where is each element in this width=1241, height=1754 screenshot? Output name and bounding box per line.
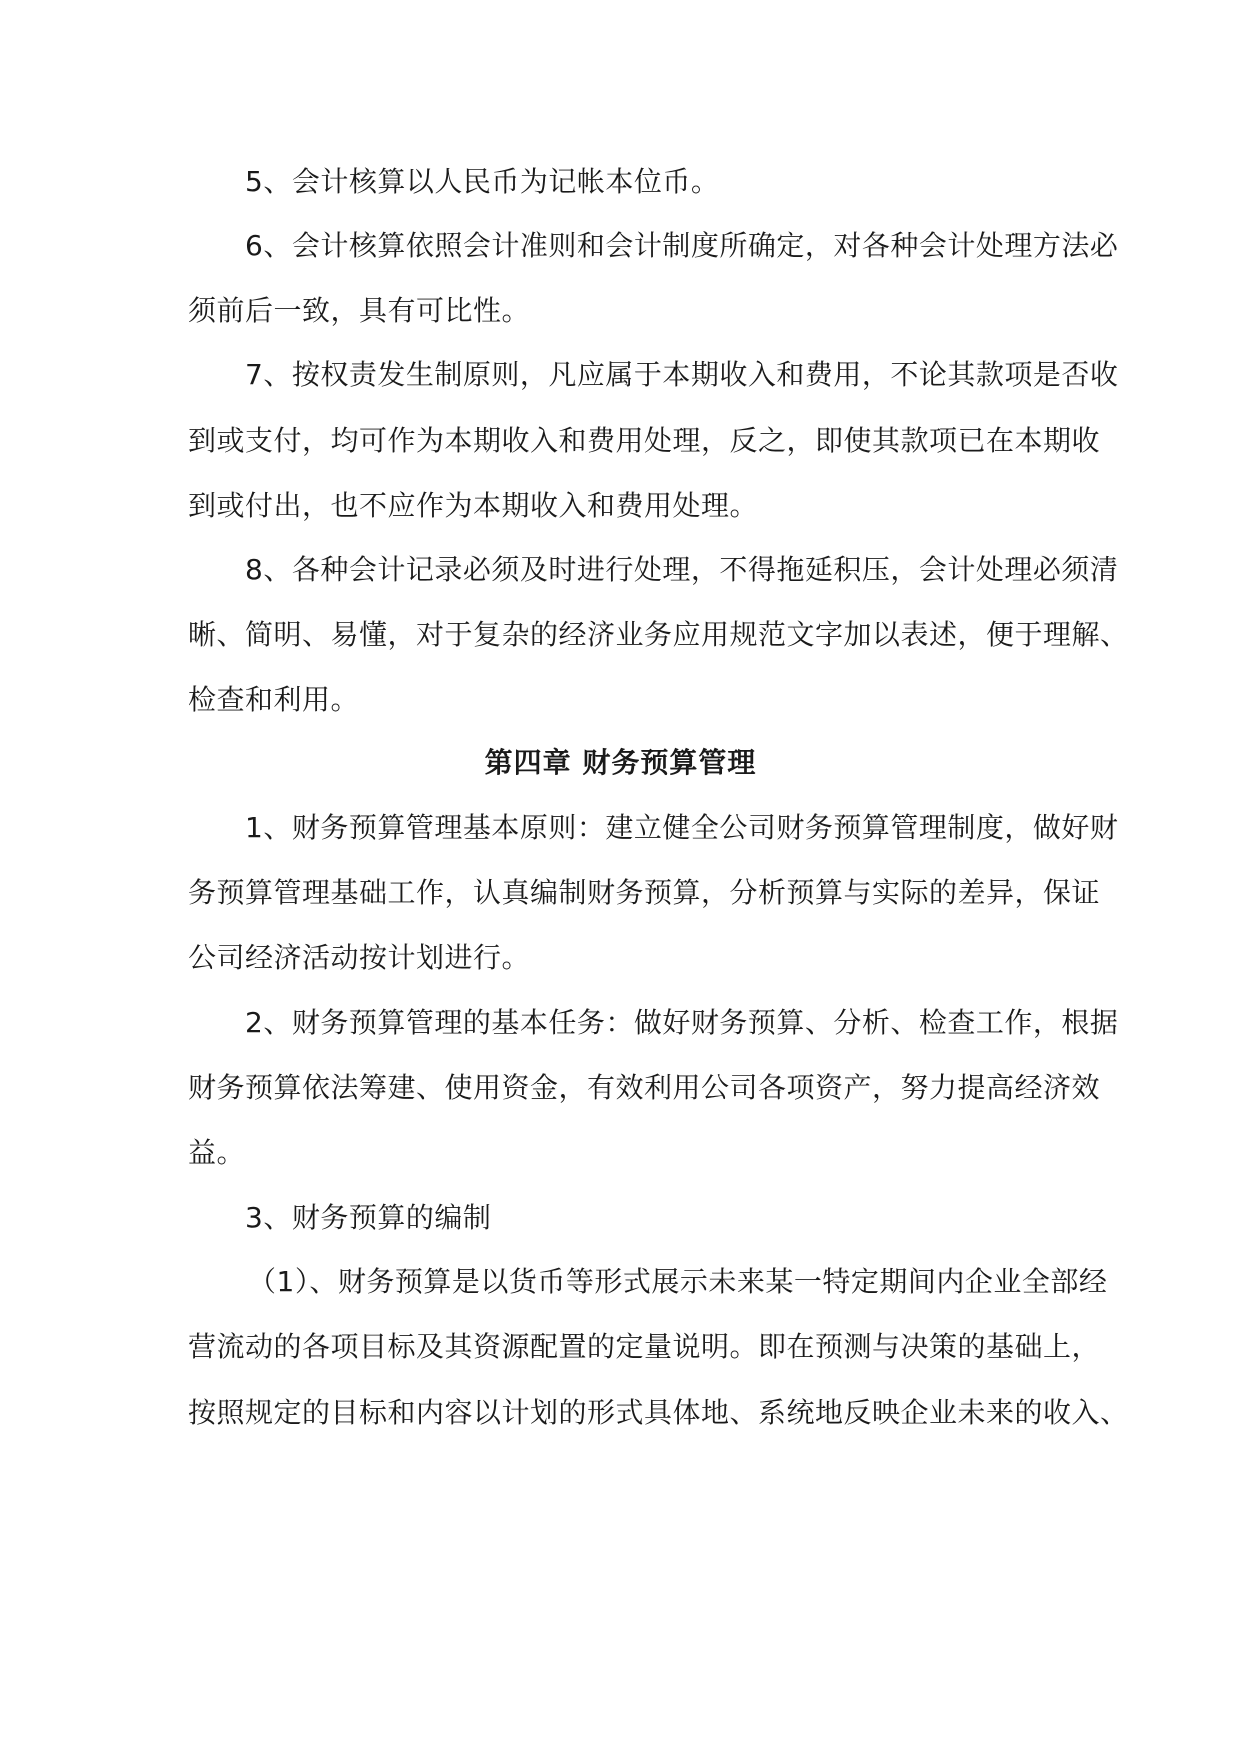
paragraph-line-2: 6、会计核算依照会计准则和会计制度所确定，对各种会计处理方法必	[245, 229, 1119, 262]
paragraph-line-9: 检查和利用。	[188, 683, 360, 716]
paragraph-line-10: 1、财务预算管理基本原则：建立健全公司财务预算管理制度，做好财	[245, 811, 1119, 844]
paragraph-line-11: 务预算管理基础工作，认真编制财务预算，分析预算与实际的差异，保证	[188, 876, 1101, 909]
paragraph-line-12: 公司经济活动按计划进行。	[188, 941, 531, 974]
paragraph-line-8: 晰、简明、易懂，对于复杂的经济业务应用规范文字加以表述，便于理解、	[188, 618, 1129, 651]
paragraph-line-3: 须前后一致，具有可比性。	[188, 294, 531, 327]
paragraph-line-17: （1）、财务预算是以货币等形式展示未来某一特定期间内企业全部经	[248, 1265, 1108, 1298]
paragraph-line-19: 按照规定的目标和内容以计划的形式具体地、系统地反映企业未来的收入、	[188, 1396, 1129, 1429]
paragraph-line-1: 5、会计核算以人民币为记帐本位币。	[245, 165, 720, 198]
paragraph-line-7: 8、各种会计记录必须及时进行处理，不得拖延积压，会计处理必须清	[245, 553, 1119, 586]
chapter-heading: 第四章 财务预算管理	[484, 746, 757, 779]
paragraph-line-16: 3、财务预算的编制	[245, 1201, 492, 1234]
paragraph-line-15: 益。	[188, 1136, 246, 1169]
paragraph-line-5: 到或支付，均可作为本期收入和费用处理，反之，即使其款项已在本期收	[188, 424, 1101, 457]
paragraph-line-4: 7、按权责发生制原则，凡应属于本期收入和费用，不论其款项是否收	[245, 358, 1119, 391]
paragraph-line-18: 营流动的各项目标及其资源配置的定量说明。即在预测与决策的基础上，	[188, 1330, 1101, 1363]
paragraph-line-14: 财务预算依法筹建、使用资金，有效利用公司各项资产，努力提高经济效	[188, 1071, 1101, 1104]
paragraph-line-13: 2、财务预算管理的基本任务：做好财务预算、分析、检查工作，根据	[245, 1006, 1119, 1039]
paragraph-line-6: 到或付出，也不应作为本期收入和费用处理。	[188, 489, 759, 522]
